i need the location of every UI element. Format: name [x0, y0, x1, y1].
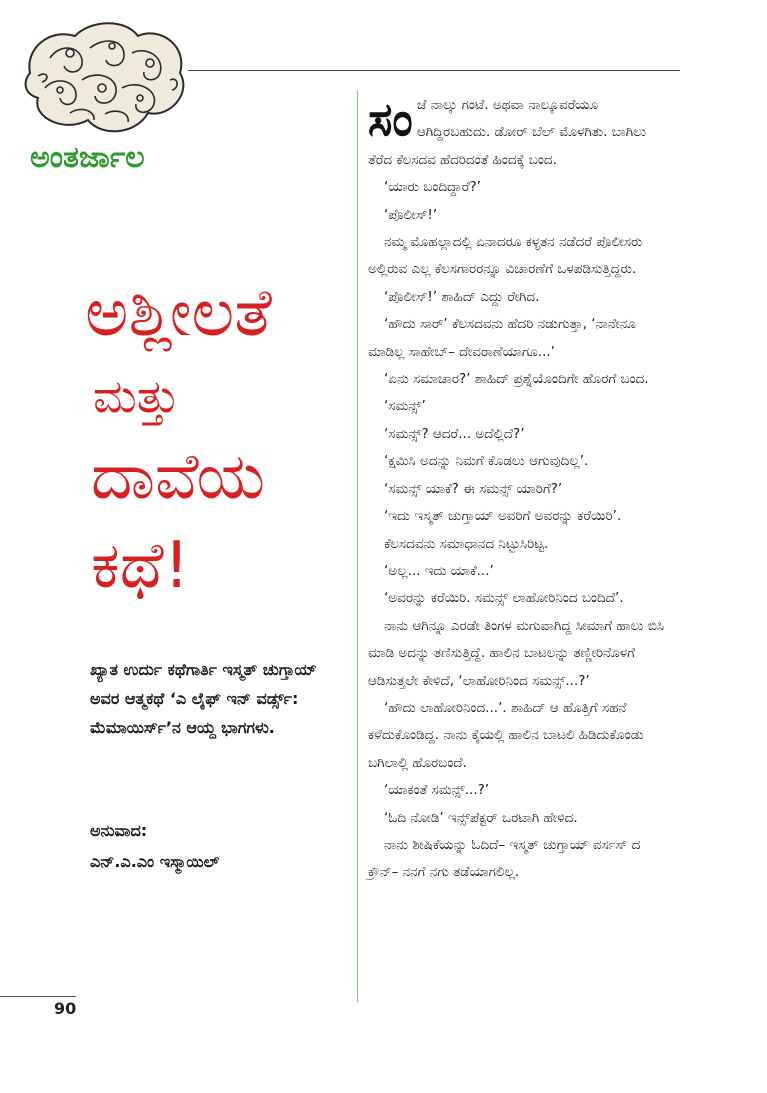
title-line-2: ಮತ್ತು — [93, 369, 180, 423]
intro-blurb — [90, 655, 330, 742]
page-rule — [0, 996, 76, 997]
story-paragraph: ‘ಹೌದು ಲಾಹೋರಿನಿಂದ...’. ಶಾಹಿದ್ ಆ ಹೊತ್ತಿಗೆ ಸಹನೆ ಕಳೆದುಕೊಂಡಿದ್ದ. ನಾನು ಕೈಯಲ್ಲಿ ಹಾಲಿನ ಬಾಟಲಿ ಹಿಡಿದುಕೊಂಡು ಬಗಿಲಾಲ್ಲಿ ಹೊರಬಂದೆ. — [368, 699, 644, 771]
story-paragraph: ನಾನು ಆಗಿನ್ನೂ ಎರಡೇ ತಿಂಗಳ ಮಗುವಾಗಿದ್ದ ಸೀಮಾಗೆ ಹಾಲು ಬಿಸಿ ಮಾಡಿ ಅದನ್ನು ತಣಿಸುತ್ತಿದ್ದೆ. ಹಾಲಿನ ಬಾಟಲನ್ನು ತಣ್ಣೀರಿನೊಳಗೆ ಆಡಿಸುತ್ತಲೇ ಕೇಳಿದೆ, ‘ಲಾಹೋರಿನಿಂದ ಸಮನ್ಸ್...?’ — [368, 617, 665, 689]
top-rule — [188, 70, 680, 71]
story-paragraph: ಕೆಲಸದವನು ಸಮಾಧಾನದ ನಿಟ್ಟುಸಿರಿಟ್ಟ. — [384, 535, 549, 552]
column-divider — [357, 90, 358, 1002]
story-paragraph: ನಾನು ಶೀಷಿಕೆಯನ್ನು ಓದಿದೆ– ಇಸ್ಮತ್ ಚುಗ್ತಾಯ್ ವರ್ಸಸ್ ದ ಕ್ರೌನ್– ನನಗೆ ನಗು ತಡೆಯಾಗಲಿಲ್ಲ. — [368, 836, 641, 881]
story-paragraph: ‘ಅಲ್ಲ... ಇದು ಯಾಕೆ...’ — [384, 562, 494, 579]
story-paragraph: ‘ಓದಿ ನೋಡಿ’ ಇನ್ಸ್‌ಪೆಕ್ಟರ್ ಒರಟಾಗಿ ಹೇಳಿದ. — [384, 809, 578, 826]
intro-text: ಖ್ಯಾತ ಉರ್ದು ಕಥೆಗಾರ್ತಿ ಇಸ್ಮತ್ ಚುಗ್ತಾಯ್ ಅವರ ಆತ್ಮಕಥೆ ‘ಎ ಲೈಫ್ ಇನ್ ವರ್ಡ್ಸ್: ಮೆಮಾಯಿರ್ಸ್’ನ ಆಯ್ದ ಭಾಗಗಳು. — [90, 660, 317, 737]
title-line-4: ಕಥೆ! — [91, 529, 190, 603]
translator-credit — [90, 815, 330, 877]
section-name: ಅಂತರ್ಜಾಲ — [30, 140, 145, 175]
story-paragraph: ‘ಏನು ಸಮಾಚಾರ?’ ಶಾಹಿದ್ ಪ್ರಶ್ನೆಯೊಂದಿಗೇ ಹೊರಗೆ ಬಂದ. — [384, 371, 649, 388]
story-paragraph: ‘ಅವರನ್ನು ಕರೆಯಿರಿ. ಸಮನ್ಸ್ ಲಾಹೋರಿನಿಂದ ಬಂದಿದೆ’. — [384, 590, 624, 607]
credit-label: ಅನುವಾದ: — [90, 821, 148, 840]
story-paragraph: ‘ಇದು ಇಸ್ಮತ್ ಚುಗ್ತಾಯ್ ಅವರಿಗೆ ಅವರನ್ನು ಕರೆಯಿರಿ’. — [384, 508, 622, 525]
page-number: 90 — [54, 999, 77, 1018]
story-paragraph: ‘ಸಮನ್ಸ್? ಆದರೆ... ಅದೆಲ್ಲಿದೆ?’ — [384, 425, 525, 442]
decorative-ornament — [20, 18, 190, 138]
article-title — [85, 268, 355, 612]
story-paragraph: ‘ಹೌದು ಸಾರ್’ ಕೆಲಸದವನು ಹೆದರಿ ನಡುಗುತ್ತಾ, ‘ನಾನೇನೂ ಮಾಡಿಲ್ಲ ಸಾಹೇಬ್– ದೇವರಾಣೆಯಾಗೂ...’ — [368, 316, 636, 360]
title-line-1: ಅಶ್ಲೀಲತೆ — [85, 274, 272, 351]
story-paragraph: ‘ಕ್ಷಮಿಸಿ ಅದನ್ನು ನಿಮಗೆ ಕೊಡಲು ಆಗುವುದಿಲ್ಲ’. — [384, 453, 589, 470]
story-paragraph: ‘ಯಾಕಂತೆ ಸಮನ್ಸ್...?’ — [384, 782, 490, 799]
story-paragraph: ‘ಪೊಲೀಸ್!’ — [384, 206, 438, 223]
story-body — [368, 92, 668, 887]
story-paragraph: ‘ಸಮನ್ಸ್ ಯಾಕೆ? ಈ ಸಮನ್ಸ್ ಯಾರಿಗೆ?’ — [384, 480, 563, 497]
story-paragraph: ನಮ್ಮ ಮೊಹಲ್ಲಾದಲ್ಲಿ ಏನಾದರೂ ಕಳ್ಳತನ ನಡೆದರೆ ಪೊಲೀಸರು ಅಲ್ಲಿರುವ ಎಲ್ಲ ಕೆಲಸಗಾರರನ್ನೂ ವಿಚಾರಣೆಗೆ ಒಳಪಡಿಸುತ್ತಿದ್ದರು. — [368, 234, 643, 278]
translator-name: ಎನ್.ಎ.ಎಂ ಇಸ್ಮಾಯಿಲ್ — [90, 852, 220, 871]
drop-cap: ಸಂ — [368, 92, 413, 146]
title-line-3: ದಾವೆಯ — [91, 440, 266, 514]
story-paragraph: ‘ಪೊಲೀಸ್!’ ಶಾಹಿದ್ ಎದ್ದು ರೇಗಿದ. — [384, 288, 540, 305]
story-paragraph: ಜೆ ನಾಲ್ಕು ಗಂಟೆ. ಅಥವಾ ನಾಲ್ಕೂವರೆಯೂ ಆಗಿದ್ದಿರಬಹುದು. ಡೋರ್ ಬೆಲ್ ಮೊಳಗಿತು. ಬಾಗಿಲು ತೆರೆದ ಕೆಲಸದವ ಹೆದರಿದಂತೆ ಹಿಂದಕ್ಕೆ ಬಂದ. — [368, 97, 647, 168]
story-paragraph: ‘ಯಾರು ಬಂದಿದ್ದಾರೆ?’ — [384, 179, 481, 196]
story-paragraph: ‘ಸಮನ್ಸ್’ — [384, 398, 426, 415]
